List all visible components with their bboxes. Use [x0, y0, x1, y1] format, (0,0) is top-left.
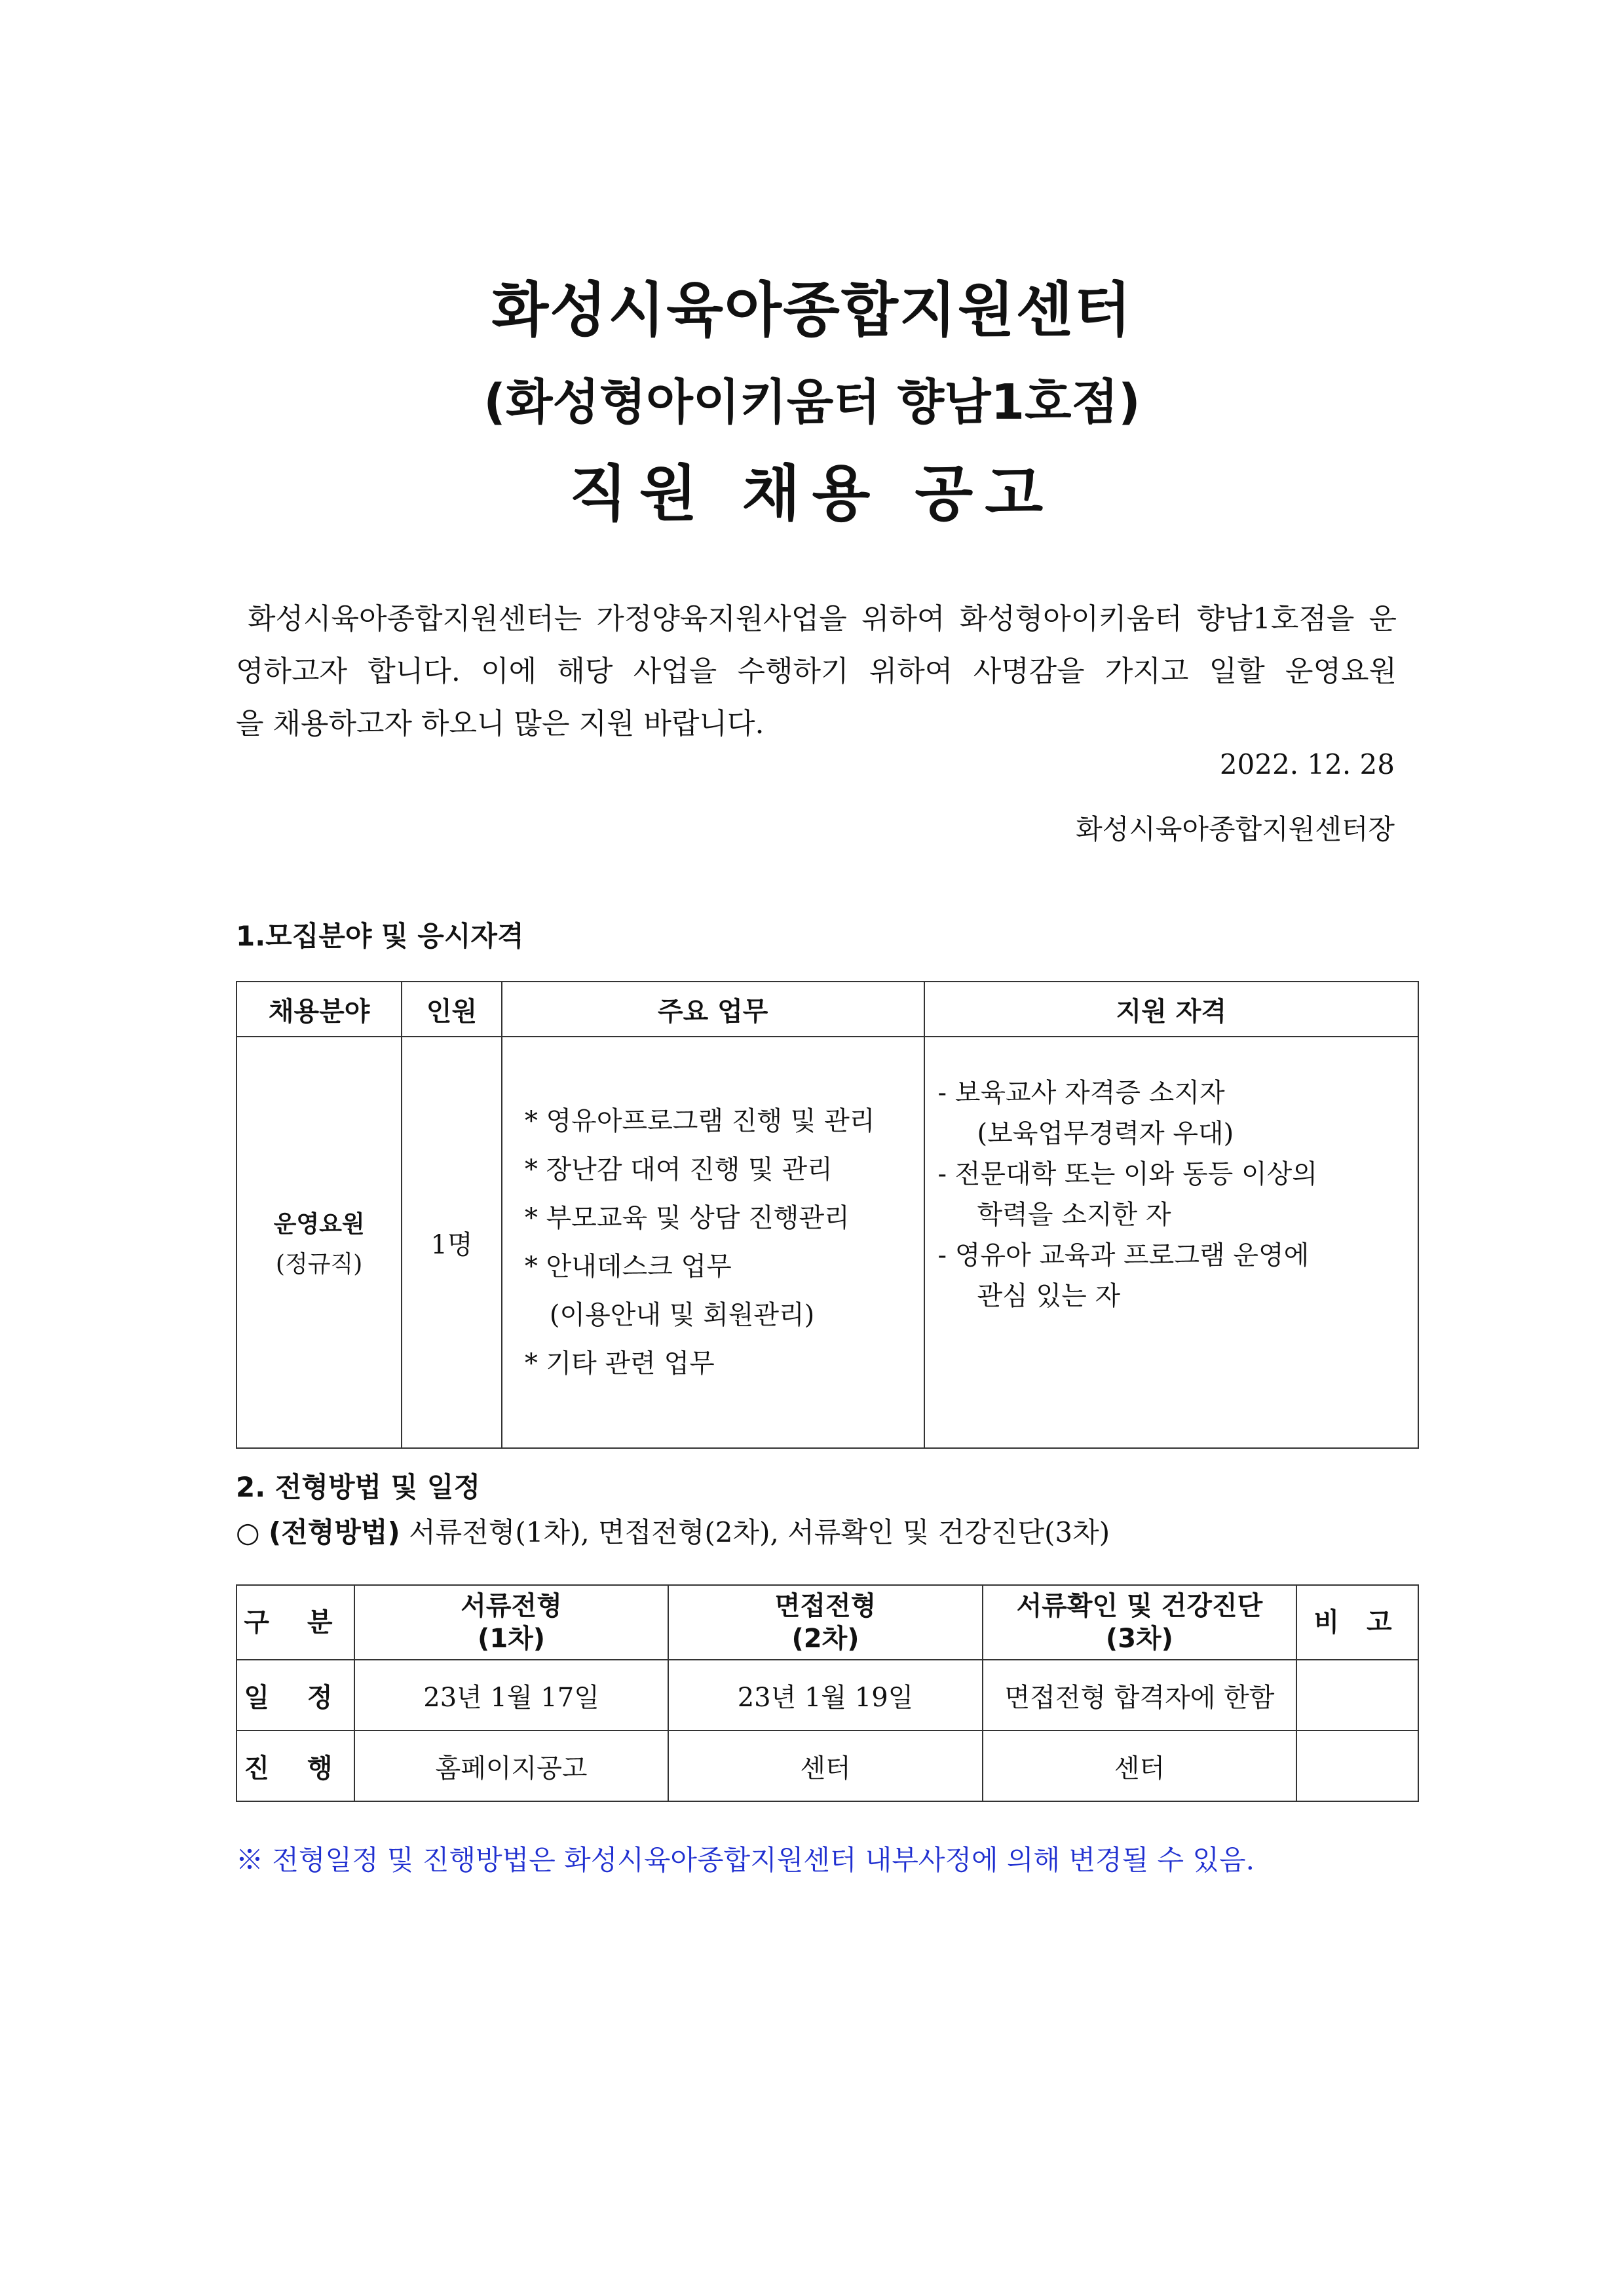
duty-item: * 안내데스크 업무: [524, 1252, 732, 1282]
stage2-order: (2차): [791, 1624, 859, 1654]
remarks-cell: [1296, 1731, 1418, 1801]
duty-item: * 장난감 대여 진행 및 관리: [524, 1155, 833, 1185]
intro-line-2: 영하고자 합니다. 이에 해당 사업을 수행하기 위하여 사명감을 가지고 일할 운영요원: [236, 655, 1397, 688]
qualification-item: - 영유아 교육과 프로그램 운영에: [937, 1240, 1310, 1271]
intro-line-1: 화성시육아종합지원센터는 가정양육지원사업을 위하여 화성형아이키움터 향남1호점을 운: [248, 602, 1397, 636]
notice-date: 2022. 12. 28: [1219, 748, 1395, 780]
field-name: 운영요원: [273, 1211, 365, 1238]
recruitment-table: [236, 981, 1419, 1449]
schedule-row: [236, 1731, 1418, 1801]
stage2-name: 면접전형: [774, 1591, 877, 1621]
duty-item: * 기타 관련 업무: [524, 1349, 715, 1379]
recruitment-row: [236, 1037, 1418, 1448]
row-label: 진 행: [236, 1731, 354, 1801]
intro-line-3: 을 채용하고자 하오니 많은 지원 바랍니다.: [236, 707, 765, 740]
stage3-order: (3차): [1105, 1624, 1173, 1654]
stage1-name: 서류전형: [461, 1591, 562, 1621]
schedule-cell: 센터: [983, 1731, 1296, 1801]
duty-item: (이용안내 및 회원관리): [549, 1300, 815, 1330]
header-field: 채용분야: [236, 982, 402, 1037]
notice-footnote: ※ 전형일정 및 진행방법은 화성시육아종합지원센터 내부사정에 의해 변경될 수 있음.: [236, 1844, 1255, 1876]
header-duties: 주요 업무: [502, 982, 924, 1037]
document-heading: 직원 채용 공고: [569, 459, 1055, 529]
row-label: 일 정: [236, 1660, 354, 1731]
schedule-row: [236, 1660, 1418, 1731]
selection-method: [236, 1511, 1110, 1550]
section1-title: 1.모집분야 및 응시자격: [236, 920, 524, 952]
recruitment-header-row: [236, 982, 1418, 1037]
document-subtitle: (화성형아이키움터 향남1호점): [483, 374, 1141, 430]
schedule-cell: 23년 1월 17일: [354, 1660, 668, 1731]
qualification-item: - 보육교사 자격증 소지자: [937, 1078, 1225, 1108]
field-type: (정규직): [275, 1251, 363, 1278]
intro-paragraph: [236, 593, 1397, 750]
duty-item: * 영유아프로그램 진행 및 관리: [524, 1106, 875, 1136]
header-stage2: [668, 1585, 982, 1660]
header-stage1: [354, 1585, 668, 1660]
count-cell: 1명: [402, 1037, 502, 1448]
header-category: 구 분: [236, 1585, 354, 1660]
stage1-order: (1차): [478, 1624, 546, 1654]
qualifications-cell: [924, 1037, 1418, 1448]
schedule-cell: 센터: [668, 1731, 982, 1801]
schedule-cell: 홈페이지공고: [354, 1731, 668, 1801]
document-title: 화성시육아종합지원센터: [491, 276, 1133, 345]
qualification-item: 학력을 소지한 자: [977, 1200, 1171, 1230]
duties-cell: [502, 1037, 924, 1448]
schedule-table: [236, 1584, 1419, 1802]
field-cell: [236, 1037, 402, 1448]
remarks-cell: [1296, 1660, 1418, 1731]
header-count: 인원: [402, 982, 502, 1037]
schedule-cell: 23년 1월 19일: [668, 1660, 982, 1731]
header-remarks: 비 고: [1296, 1585, 1418, 1660]
duty-item: * 부모교육 및 상담 진행관리: [524, 1203, 850, 1233]
schedule-cell: 면접전형 합격자에 한함: [983, 1660, 1296, 1731]
method-label: (전형방법): [269, 1516, 400, 1548]
header-qualifications: 지원 자격: [924, 982, 1418, 1037]
qualification-item: - 전문대학 또는 이와 동등 이상의: [937, 1159, 1317, 1189]
header-stage3: [983, 1585, 1296, 1660]
section2-title: 2. 전형방법 및 일정: [236, 1471, 481, 1503]
qualification-item: 관심 있는 자: [977, 1281, 1121, 1311]
stage3-name: 서류확인 및 건강진단: [1016, 1591, 1263, 1621]
qualification-item: (보육업무경력자 우대): [977, 1119, 1234, 1149]
method-text: 서류전형(1차), 면접전형(2차), 서류확인 및 건강진단(3차): [409, 1516, 1110, 1548]
schedule-header-row: [236, 1585, 1418, 1660]
circle-bullet-icon: ○: [236, 1516, 260, 1548]
notice-signer: 화성시육아종합지원센터장: [1076, 813, 1395, 845]
